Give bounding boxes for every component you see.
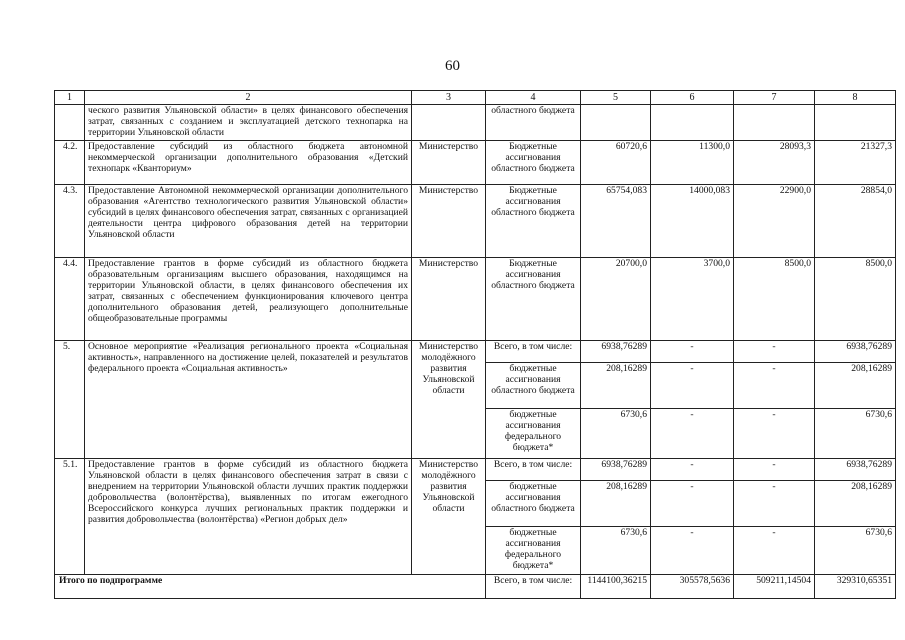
executor: Министерство <box>412 185 486 258</box>
amount-c6: 3700,0 <box>651 258 734 341</box>
total-label: Итого по подпрограмме <box>55 575 486 599</box>
amount-c6: - <box>651 341 734 363</box>
funding-source: бюджетные ассигнования федерального бюджета* <box>486 409 581 459</box>
executor: Министерство молодёжного развития Ульяновской области <box>412 341 486 459</box>
funding-source: областного бюджета <box>486 105 581 141</box>
amount-c7: - <box>734 459 815 481</box>
total-c5: 1144100,36215 <box>581 575 651 599</box>
amount-c7: 8500,0 <box>734 258 815 341</box>
amount-c8 <box>815 105 896 141</box>
budget-table <box>54 90 896 599</box>
amount-c8: 6938,76289 <box>815 341 896 363</box>
column-header-5: 5 <box>581 91 651 105</box>
table-row <box>55 459 896 481</box>
amount-c6: - <box>651 459 734 481</box>
amount-c5: 6938,76289 <box>581 341 651 363</box>
amount-c5: 65754,083 <box>581 185 651 258</box>
measure-name: Основное мероприятие «Реализация регионального проекта «Социальная активность», направленного на достижение целей, показателей и результатов федерального проекта «Социальная активность» <box>85 341 412 459</box>
row-number <box>55 105 85 141</box>
table-row <box>55 258 896 341</box>
column-header-1: 1 <box>55 91 85 105</box>
column-header-8: 8 <box>815 91 896 105</box>
amount-c6: - <box>651 527 734 575</box>
amount-c7: - <box>734 409 815 459</box>
amount-c7: - <box>734 363 815 409</box>
funding-source: Бюджетные ассигнования областного бюджета <box>486 185 581 258</box>
amount-c8: 8500,0 <box>815 258 896 341</box>
row-number: 5. <box>55 341 85 459</box>
amount-c5: 208,16289 <box>581 363 651 409</box>
funding-source: Всего, в том числе: <box>486 459 581 481</box>
amount-c5: 6730,6 <box>581 409 651 459</box>
total-c8: 329310,65351 <box>815 575 896 599</box>
column-header-7: 7 <box>734 91 815 105</box>
amount-c8: 208,16289 <box>815 363 896 409</box>
amount-c8: 6938,76289 <box>815 459 896 481</box>
executor: Министерство молодёжного развития Ульяновской области <box>412 459 486 575</box>
funding-source: бюджетные ассигнования областного бюджета <box>486 481 581 527</box>
amount-c7: - <box>734 527 815 575</box>
measure-name: ческого развития Ульяновской области» в целях финансового обеспечения затрат, связанных с созданием и эксплуатацией детского технопарка на территории Ульяновской области <box>85 105 412 141</box>
amount-c6: - <box>651 363 734 409</box>
row-number: 4.2. <box>55 141 85 185</box>
amount-c6: - <box>651 481 734 527</box>
measure-name: Предоставление грантов в форме субсидий из областного бюджета Ульяновской области в целях финансового обеспечения затрат в связи с внедрением на территории Ульяновской области лучших практик поддержки добровольчества (волонтёрства), выявленных по итогам ежегодного Всероссийского конкурса лучших региональных практик поддержки и развития добровольчества (волонтёрства) «Регион добрых дел» <box>85 459 412 575</box>
funding-source: Всего, в том числе: <box>486 341 581 363</box>
amount-c6: 14000,083 <box>651 185 734 258</box>
total-row <box>55 575 896 599</box>
amount-c6 <box>651 105 734 141</box>
total-c6: 305578,5636 <box>651 575 734 599</box>
amount-c7 <box>734 105 815 141</box>
funding-source: Бюджетные ассигнования областного бюджета <box>486 141 581 185</box>
executor <box>412 105 486 141</box>
executor: Министерство <box>412 258 486 341</box>
amount-c6: - <box>651 409 734 459</box>
column-header-3: 3 <box>412 91 486 105</box>
amount-c5: 60720,6 <box>581 141 651 185</box>
funding-source: бюджетные ассигнования областного бюджета <box>486 363 581 409</box>
amount-c8: 21327,3 <box>815 141 896 185</box>
total-c7: 509211,14504 <box>734 575 815 599</box>
amount-c5: 208,16289 <box>581 481 651 527</box>
amount-c5 <box>581 105 651 141</box>
amount-c6: 11300,0 <box>651 141 734 185</box>
column-header-6: 6 <box>651 91 734 105</box>
row-number: 5.1. <box>55 459 85 575</box>
row-number: 4.4. <box>55 258 85 341</box>
amount-c8: 208,16289 <box>815 481 896 527</box>
funding-source: Всего, в том числе: <box>486 575 581 599</box>
table-row <box>55 185 896 258</box>
amount-c8: 6730,6 <box>815 409 896 459</box>
executor: Министерство <box>412 141 486 185</box>
amount-c5: 20700,0 <box>581 258 651 341</box>
measure-name: Предоставление субсидий из областного бюджета автономной некоммерческой организации дополнительного образования «Детский технопарк «Кванториум» <box>85 141 412 185</box>
funding-source: Бюджетные ассигнования областного бюджета <box>486 258 581 341</box>
amount-c7: - <box>734 341 815 363</box>
funding-source: бюджетные ассигнования федерального бюджета* <box>486 527 581 575</box>
table-row <box>55 341 896 363</box>
amount-c5: 6730,6 <box>581 527 651 575</box>
amount-c8: 6730,6 <box>815 527 896 575</box>
amount-c7: - <box>734 481 815 527</box>
row-number: 4.3. <box>55 185 85 258</box>
table-row <box>55 141 896 185</box>
column-header-2: 2 <box>85 91 412 105</box>
amount-c5: 6938,76289 <box>581 459 651 481</box>
amount-c7: 22900,0 <box>734 185 815 258</box>
measure-name: Предоставление Автономной некоммерческой организации дополнительного образования «Агентство технологического развития Ульяновской области» субсидий в целях финансового обеспечения затрат, связанных с организацией деятельности центра цифрового образования детей на территории Ульяновской области <box>85 185 412 258</box>
column-header-4: 4 <box>486 91 581 105</box>
amount-c8: 28854,0 <box>815 185 896 258</box>
measure-name: Предоставление грантов в форме субсидий из областного бюджета образовательным организациям высшего образования, находящимся на территории Ульяновской области, в целях финансового обеспечения их затрат, связанных с обеспечением функционирования ключевого центра дополнительного образования детей, реализующего дополнительные общеобразовательные программы <box>85 258 412 341</box>
table-row <box>55 105 896 141</box>
page-number: 60 <box>445 58 460 74</box>
amount-c7: 28093,3 <box>734 141 815 185</box>
header-row <box>55 91 896 105</box>
